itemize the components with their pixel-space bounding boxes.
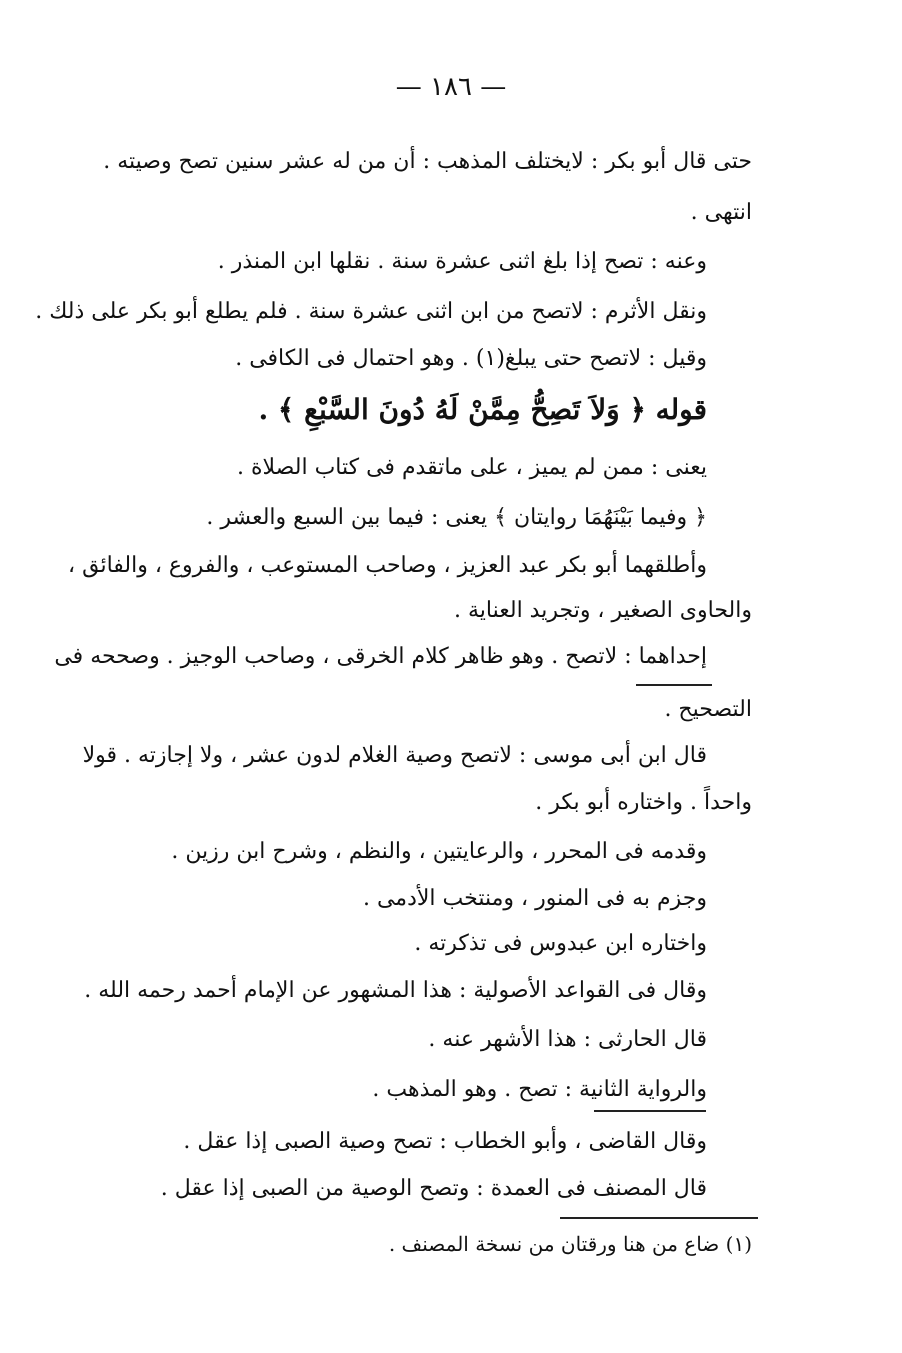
text-line: التصحيح .: [664, 697, 752, 722]
text-line: وقال فى القواعد الأصولية : هذا المشهور عن الإمام أحمد رحمه الله .: [84, 978, 707, 1003]
text-line: انتهى .: [690, 200, 752, 225]
text-line: إحداهما : لاتصح . وهو ظاهر كلام الخرقى ، وصاحب الوجيز . وصححه فى: [54, 644, 707, 669]
text-line: وقيل : لاتصح حتى يبلغ(١) . وهو احتمال فى الكافى .: [235, 346, 707, 371]
text-line: وعنه : تصح إذا بلغ اثنى عشرة سنة . نقلها ابن المنذر .: [217, 249, 707, 274]
text-line: وقدمه فى المحرر ، والرعايتين ، والنظم ، وشرح ابن رزين .: [171, 839, 707, 864]
text-line: وأطلقهما أبو بكر عبد العزيز ، وصاحب المستوعب ، والفروع ، والفائق ،: [68, 553, 707, 578]
text-line: ﴿ وفيما بَيْنَهُمَا روايتان ﴾ يعنى : فيما بين السبع والعشر .: [206, 505, 707, 530]
underline-rule: [594, 1110, 706, 1112]
text-line: وقال القاضى ، وأبو الخطاب : تصح وصية الصبى إذا عقل .: [183, 1129, 707, 1154]
text-line: واختاره ابن عبدوس فى تذكرته .: [414, 931, 707, 956]
text-line: والرواية الثانية : تصح . وهو المذهب .: [372, 1077, 707, 1102]
text-line: واحداً . واختاره أبو بكر .: [535, 790, 752, 815]
text-line: وجزم به فى المنور ، ومنتخب الأدمى .: [362, 886, 707, 911]
heading-line: قوله ﴿ وَلاَ تَصِحُّ مِمَّنْ لَهُ دُونَ السَّبْعِ ﴾ .: [258, 393, 707, 426]
footnote: (١) ضاع من هنا ورقتان من نسخة المصنف .: [388, 1232, 752, 1256]
text-line: يعنى : ممن لم يميز ، على ماتقدم فى كتاب الصلاة .: [237, 455, 707, 480]
text-line: حتى قال أبو بكر : لايختلف المذهب : أن من له عشر سنين تصح وصيته .: [103, 149, 752, 174]
text-line: قال المصنف فى العمدة : وتصح الوصية من الصبى إذا عقل .: [160, 1176, 707, 1201]
footnote-separator: [560, 1217, 758, 1219]
text-line: والحاوى الصغير ، وتجريد العناية .: [454, 598, 752, 623]
text-line: ونقل الأثرم : لاتصح من ابن اثنى عشرة سنة . فلم يطلع أبو بكر على ذلك .: [35, 299, 707, 324]
text-line: قال ابن أبى موسى : لاتصح وصية الغلام لدون عشر ، ولا إجازته . قولا: [82, 743, 707, 768]
text-line: قال الحارثى : هذا الأشهر عنه .: [428, 1027, 707, 1052]
page-number: — ١٨٦ —: [395, 72, 507, 102]
underline-rule: [636, 684, 712, 686]
